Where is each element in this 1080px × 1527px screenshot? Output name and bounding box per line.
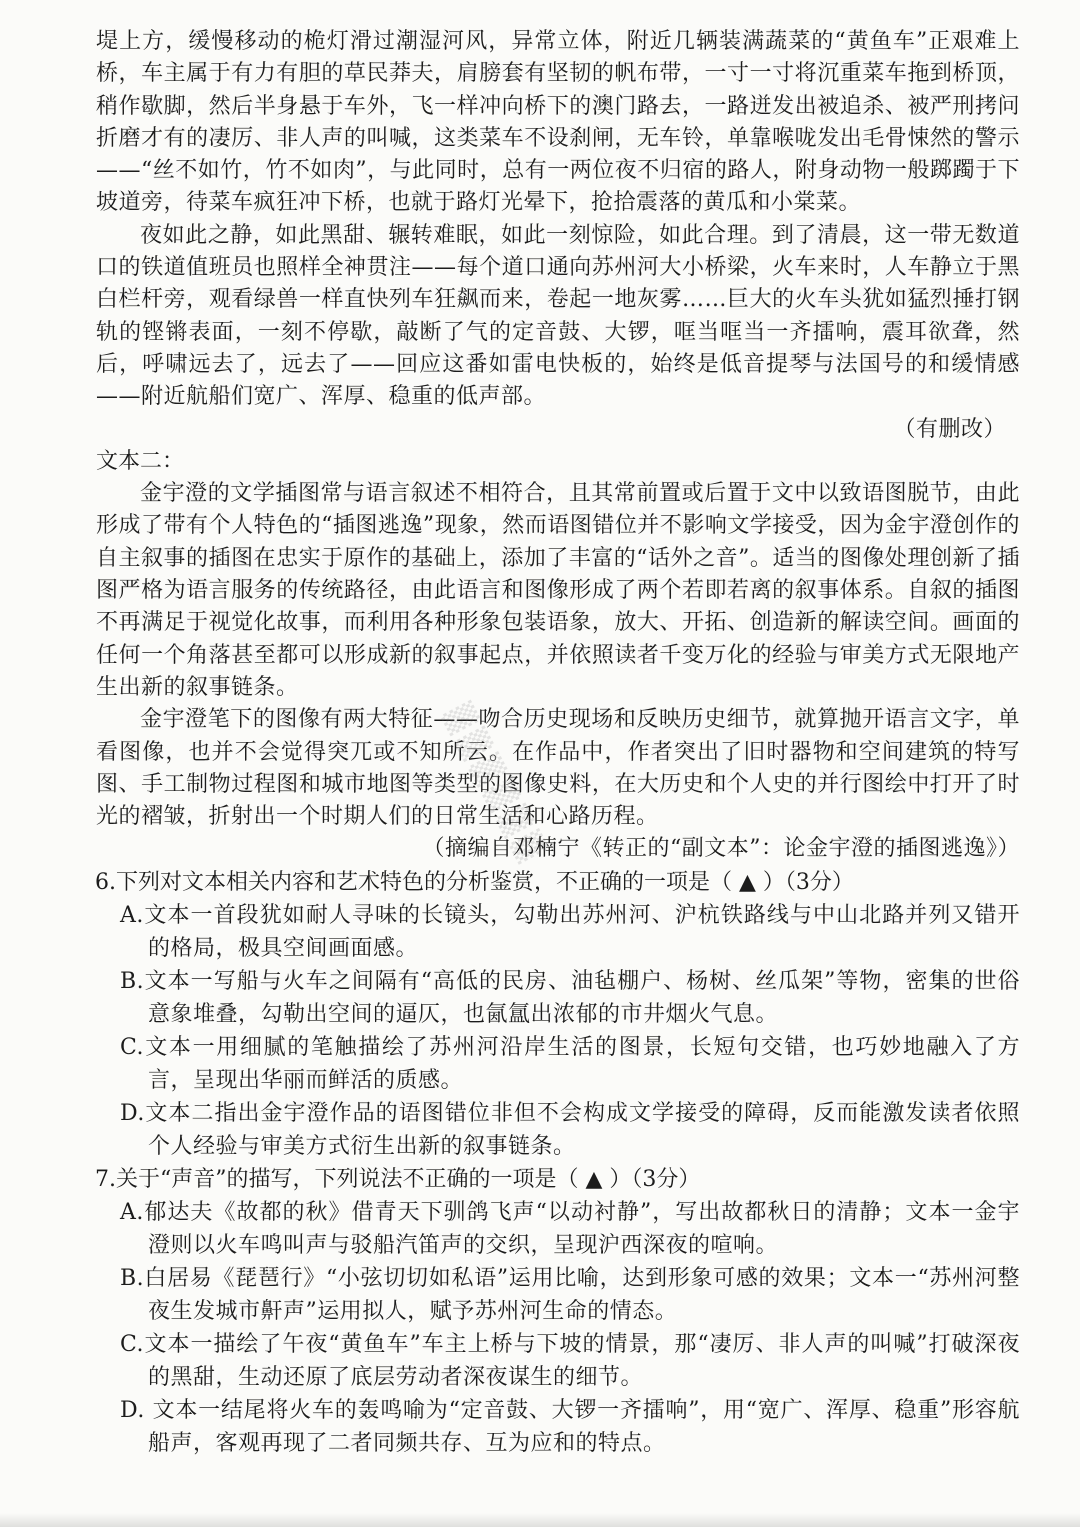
question-7	[96, 1163, 1020, 1460]
text1-paragraph-night: 夜如此之静，如此黑甜、辗转难眠，如此一刻惊险，如此合理。到了清晨，这一带无数道口的铁道值班员也照样全神贯注——每个道口通向苏州河大小桥梁，火车来时，人车静立于黑白栏杆旁，观看绿兽一样直快列车狂飙而来，卷起一地灰雾……巨大的火车头犹如猛烈捶打钢轨的铿锵表面，一刻不停歇，敲断了气的定音鼓、大锣，哐当哐当一齐擂响，震耳欲聋，然后，呼啸远去了，远去了——回应这番如雷电快板的，始终是低音提琴与法国号的和缓情感——附近航船们宽广、浑厚、稳重的低声部。	[96, 222, 1020, 410]
question-6-option-c: C.文本一用细腻的笔触描绘了苏州河沿岸生活的图景，长短句交错，也巧妙地融入了方言，呈现出华丽而鲜活的质感。	[120, 1034, 1020, 1093]
page-bottom-shadow	[0, 1513, 1080, 1527]
question-7-option-c: C.文本一描绘了午夜“黄鱼车”车主上桥与下坡的情景，那“凄厉、非人声的叫喊”打破深夜的黑甜，生动还原了底层劳动者深夜谋生的细节。	[120, 1331, 1020, 1390]
text2-paragraph-1: 金宇澄的文学插图常与语言叙述不相符合，且其常前置或后置于文中以致语图脱节，由此形成了带有个人特色的“插图逃逸”现象，然而语图错位并不影响文学接受，因为金宇澄创作的自主叙事的插图在忠实于原作的基础上，添加了丰富的“话外之音”。适当的图像处理创新了插图严格为语言服务的传统路径，由此语言和图像形成了两个若即若离的叙事体系。自叙的插图不再满足于视觉化故事，而利用各种形象包装语象，放大、开拓、创造新的解读空间。画面的任何一个角落甚至都可以形成新的叙事起点，并依照读者千变万化的经验与审美方式无限地产生出新的叙事链条。	[96, 481, 1020, 700]
question-6-stem: 6.下列对文本相关内容和艺术特色的分析鉴赏，不正确的一项是（ ▲ ）（3分）	[95, 869, 854, 895]
question-7-option-a: A.郁达夫《故都的秋》借青天下驯鸽飞声“以动衬静”，写出故都秋日的清静；文本一金宇澄则以火车鸣叫声与驳船汽笛声的交织，呈现沪西深夜的喧响。	[120, 1199, 1020, 1258]
question-6-option-b: B.文本一写船与火车之间隔有“高低的民房、油毡棚户、杨树、丝瓜架”等物，密集的世俗意象堆叠，勾勒出空间的逼仄，也氤氲出浓郁的市井烟火气息。	[120, 968, 1020, 1027]
question-7-option-d: D. 文本一结尾将火车的轰鸣喻为“定音鼓、大锣一齐擂响”，用“宽广、浑厚、稳重”形容航船声，客观再现了二者同频共存、互为应和的特点。	[120, 1397, 1020, 1456]
text2-source: （摘编自邓楠宁《转正的“副文本”：论金宇澄的插图逃逸》）	[422, 836, 1020, 862]
text1-edit-note: （有删改）	[893, 416, 1006, 442]
question-7-stem: 7.关于“声音”的描写，下列说法不正确的一项是（ ▲ ）（3分）	[95, 1166, 701, 1192]
text2-paragraph-2: 金宇澄笔下的图像有两大特征——吻合历史现场和反映历史细节，就算抛开语言文字，单看图像，也并不会觉得突兀或不知所云。在作品中，作者突出了旧时器物和空间建筑的特写图、手工制物过程图和城市地图等类型的图像史料，在大历史和个人史的并行图绘中打开了时光的褶皱，折射出一个时期人们的日常生活和心路历程。	[96, 707, 1020, 830]
watermark: ▒▒▒▒▒▒	[439, 700, 552, 871]
text2-heading: 文本二：	[96, 448, 185, 474]
question-6-option-d: D.文本二指出金宇澄作品的语图错位非但不会构成文学接受的障碍，反而能激发读者依照个人经验与审美方式衍生出新的叙事链条。	[120, 1100, 1020, 1159]
question-7-option-b: B.白居易《琵琶行》“小弦切切如私语”运用比喻，达到形象可感的效果；文本一“苏州河整夜生发城市鼾声”运用拟人，赋予苏州河生命的情态。	[120, 1265, 1020, 1324]
question-6-option-a: A.文本一首段犹如耐人寻味的长镜头，勾勒出苏州河、沪杭铁路线与中山北路并列又错开的格局，极具空间画面感。	[120, 902, 1020, 961]
question-6	[96, 866, 1020, 1163]
text1-paragraph-continued: 堤上方，缓慢移动的桅灯滑过潮湿河风，异常立体，附近几辆装满蔬菜的“黄鱼车”正艰难上桥，车主属于有力有胆的草民莽夫，肩膀套有坚韧的帆布带，一寸一寸将沉重菜车拖到桥顶，稍作歇脚，然后半身悬于车外，飞一样冲向桥下的澳门路去，一路迸发出被追杀、被严刑拷问折磨才有的凄厉、非人声的叫喊，这类菜车不设刹闸，无车铃，单靠喉咙发出毛骨悚然的警示——“丝不如竹，竹不如肉”，与此同时，总有一两位夜不归宿的路人，附身动物一般踯躅于下坡道旁，待菜车疯狂冲下桥，也就于路灯光晕下，抢拾震落的黄瓜和小棠菜。	[96, 29, 1020, 216]
